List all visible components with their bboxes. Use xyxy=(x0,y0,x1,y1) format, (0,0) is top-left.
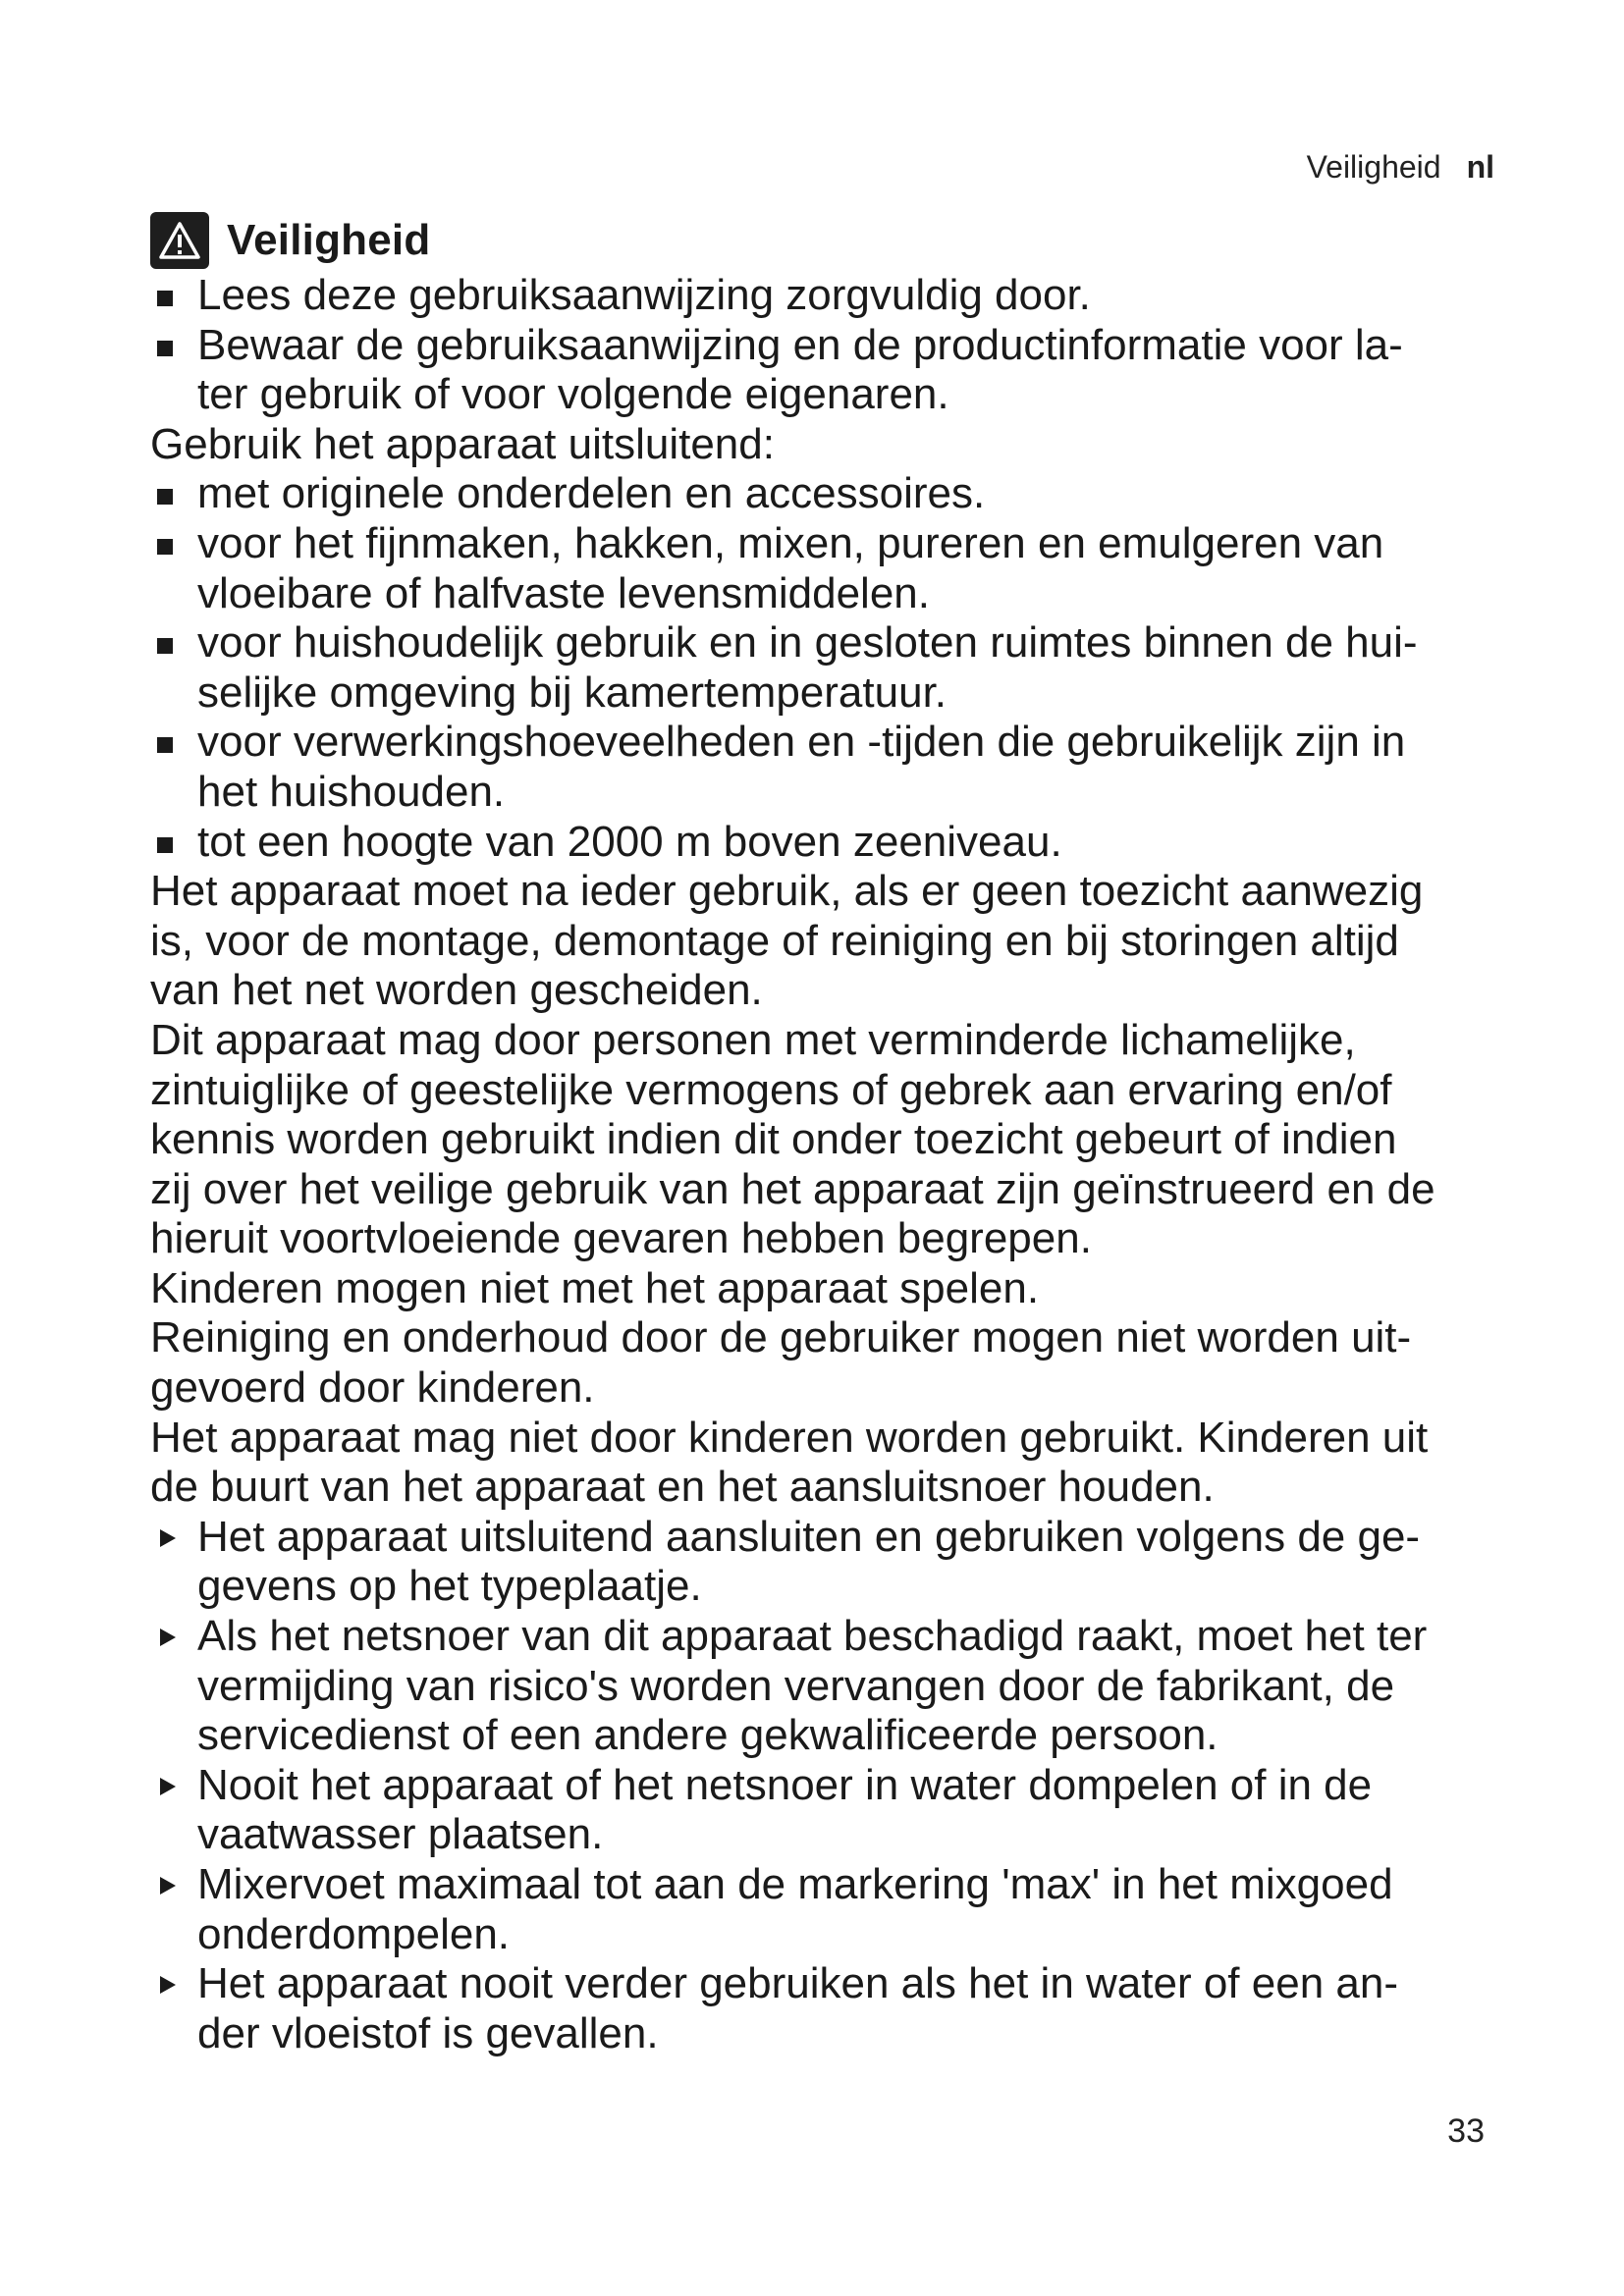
instruction-item: Het apparaat uitsluitend aansluiten en gebruiken volgens de ge- gevens op het typeplaatje. xyxy=(150,1513,1510,1612)
header-section: Veiligheid xyxy=(1306,149,1441,185)
paragraph: Gebruik het apparaat uitsluitend: xyxy=(150,419,775,468)
page-number: 33 xyxy=(1447,2112,1485,2150)
paragraph: Het apparaat mag niet door kinderen worden gebruikt. Kinderen uit de buurt van het apparaat en het aansluitsnoer houden. xyxy=(150,1413,1429,1512)
paragraph: Kinderen mogen niet met het apparaat spelen. xyxy=(150,1263,1040,1312)
bullet-item: voor het fijnmaken, hakken, mixen, pureren en emulgeren van vloeibare of halfvaste levensmiddelen. xyxy=(150,519,1510,618)
instruction-item: Mixervoet maximaal tot aan de markering 'max' in het mixgoed onderdompelen. xyxy=(150,1860,1510,1959)
instruction-item: Als het netsnoer van dit apparaat beschadigd raakt, moet het ter vermijding van risico's worden vervangen door de fabrikant, de servicedienst of een andere gekwalificeerde persoon. xyxy=(150,1612,1510,1761)
bullet-item: voor verwerkingshoeveelheden en -tijden die gebruikelijk zijn in het huishouden. xyxy=(150,718,1510,817)
bullet-item: voor huishoudelijk gebruik en in gesloten ruimtes binnen de hui- selijke omgeving bij kamertemperatuur. xyxy=(150,618,1510,718)
paragraph: Reiniging en onderhoud door de gebruiker mogen niet worden uit- gevoerd door kinderen. xyxy=(150,1313,1412,1413)
bullet-item: Bewaar de gebruiksaanwijzing en de productinformatie voor la- ter gebruik of voor volgende eigenaren. xyxy=(150,321,1510,420)
warning-triangle-icon xyxy=(150,212,209,269)
page-content xyxy=(150,210,1510,2058)
header-language: nl xyxy=(1466,149,1494,185)
instruction-item: Het apparaat nooit verder gebruiken als het in water of een an- der vloeistof is gevallen. xyxy=(150,1959,1510,2058)
section-title: Veiligheid xyxy=(227,215,431,264)
section-heading xyxy=(150,210,1510,271)
running-header xyxy=(1307,149,1494,186)
text-blocks xyxy=(150,271,1510,2058)
instruction-item: Nooit het apparaat of het netsnoer in water dompelen of in de vaatwasser plaatsen. xyxy=(150,1761,1510,1860)
bullet-item: met originele onderdelen en accessoires. xyxy=(150,469,1510,519)
paragraph: Het apparaat moet na ieder gebruik, als er geen toezicht aanwezig is, voor de montage, demontage of reiniging en bij storingen altijd van het net worden gescheiden. xyxy=(150,867,1424,1015)
bullet-item: Lees deze gebruiksaanwijzing zorgvuldig door. xyxy=(150,271,1510,321)
paragraph: Dit apparaat mag door personen met verminderde lichamelijke, zintuiglijke of geestelijke vermogens of gebrek aan ervaring en/of kennis worden gebruikt indien dit onder toezicht gebeurt of indien zij over het veilige gebruik van het apparaat zijn geïnstrueerd en de hieruit voortvloeiende gevaren hebben begrepen. xyxy=(150,1015,1435,1263)
bullet-item: tot een hoogte van 2000 m boven zeeniveau. xyxy=(150,818,1510,868)
